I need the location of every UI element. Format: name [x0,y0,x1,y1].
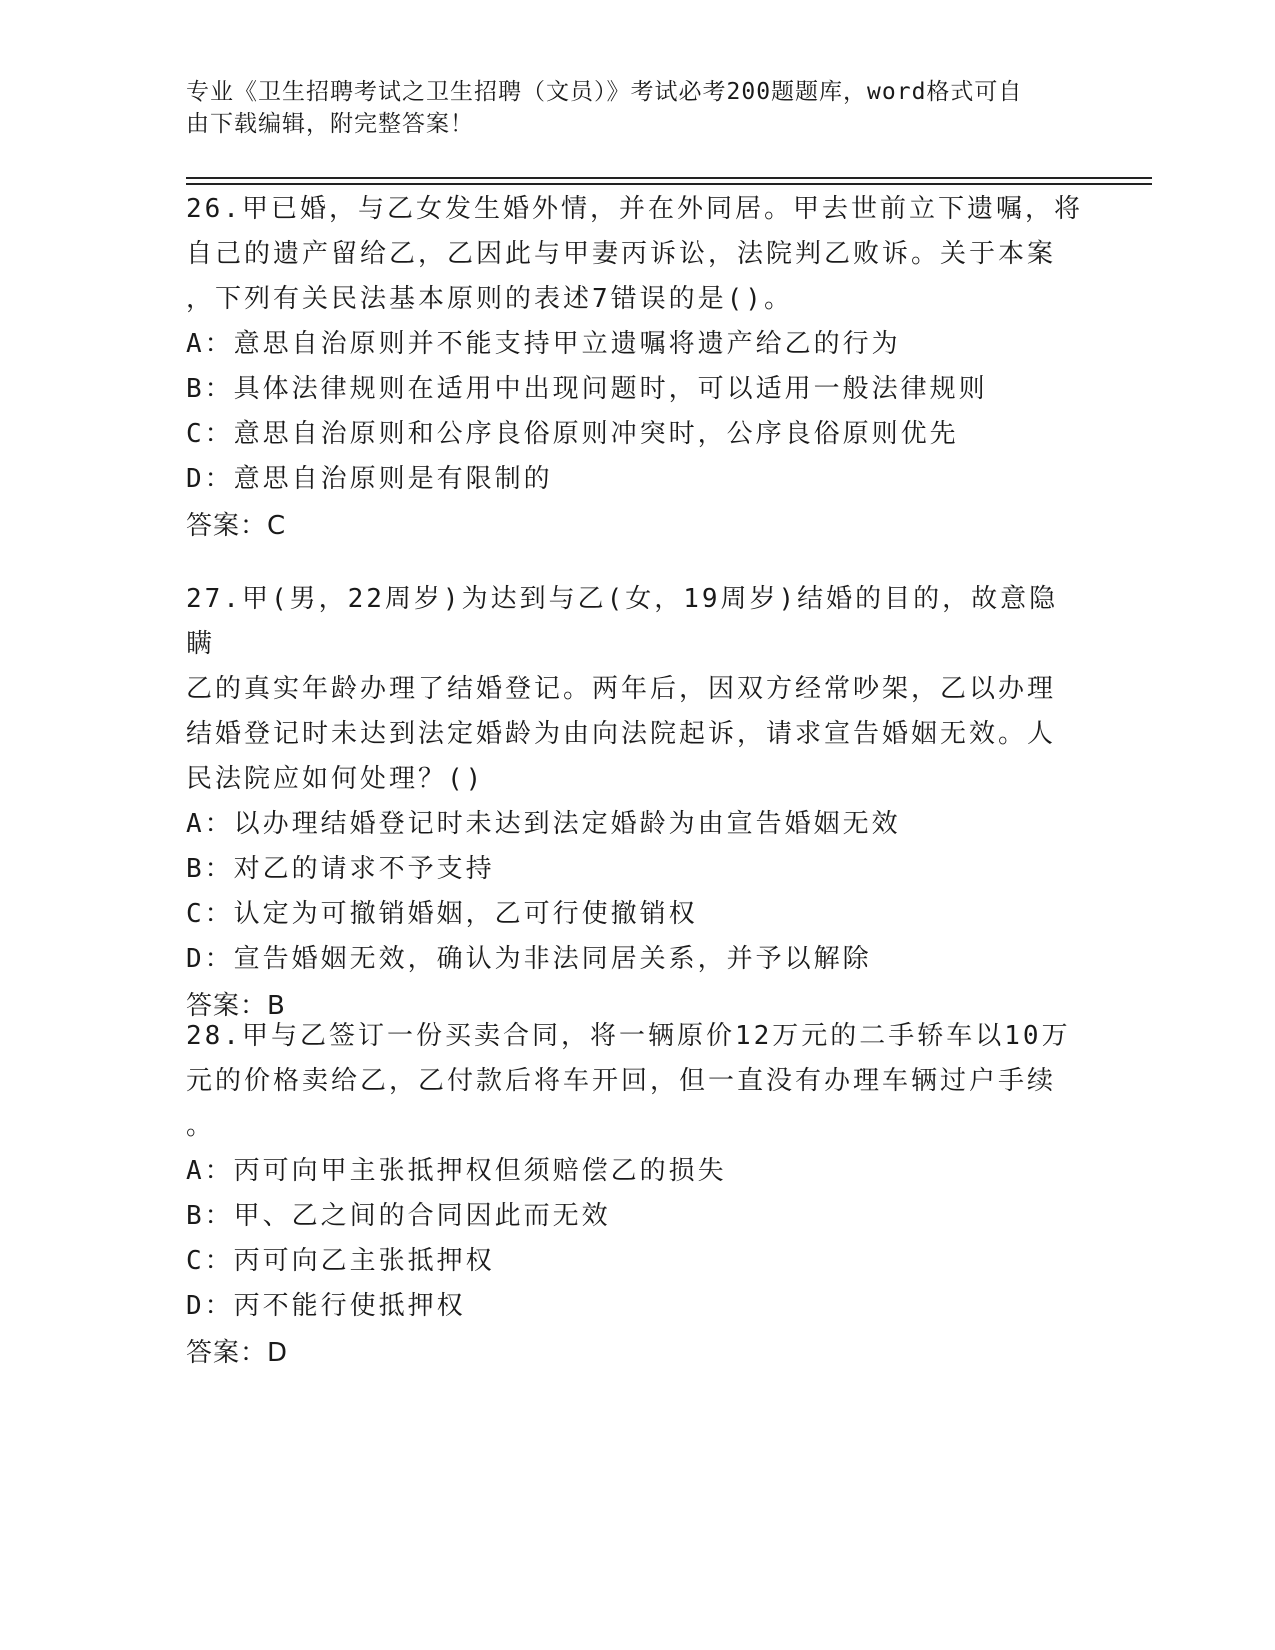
option-a: A：意思自治原则并不能支持甲立遗嘱将遗产给乙的行为 [186,329,901,359]
answer-label: 答案： [186,991,268,1021]
option-b: B：具体法律规则在适用中出现问题时，可以适用一般法律规则 [186,374,988,404]
question-27 [186,577,1086,1030]
header-line-2: 由下载编辑，附完整答案！ [186,111,474,137]
answer-line [186,1329,1086,1377]
stem-line: 乙的真实年龄办理了结婚登记。两年后，因双方经常吵架，乙以办理 [186,674,1057,704]
option-c: C：丙可向乙主张抵押权 [186,1246,495,1276]
option-d: D：意思自治原则是有限制的 [186,464,553,494]
header-line-1: 专业《卫生招聘考试之卫生招聘（文员）》考试必考200题题库，word格式可自 [186,79,1023,105]
stem-line: ，下列有关民法基本原则的表述7错误的是()。 [186,284,793,314]
stem-line: 27.甲(男，22周岁)为达到与乙(女，19周岁)结婚的目的，故意隐瞒 [186,584,1059,659]
stem-line: 自己的遗产留给乙，乙因此与甲妻丙诉讼，法院判乙败诉。关于本案 [186,239,1057,269]
stem-line: 28.甲与乙签订一份买卖合同，将一辆原价12万元的二手轿车以10万 [186,1021,1071,1051]
option-a: A：丙可向甲主张抵押权但须赔偿乙的损失 [186,1156,727,1186]
answer-value: B [267,991,286,1021]
option-c: C：认定为可撤销婚姻，乙可行使撤销权 [186,899,698,929]
answer-value: D [267,1338,289,1368]
option-b: B：甲、乙之间的合同因此而无效 [186,1201,611,1231]
stem-line: 结婚登记时未达到法定婚龄为由向法院起诉，请求宣告婚姻无效。人 [186,719,1057,749]
question-stem [186,577,1086,802]
header-divider-bottom [186,183,1152,185]
stem-line: 民法院应如何处理？() [186,764,485,794]
header-divider-top [186,177,1152,179]
option-d: D：宣告婚姻无效，确认为非法同居关系，并予以解除 [186,944,872,974]
stem-line: 元的价格卖给乙，乙付款后将车开回，但一直没有办理车辆过户手续 [186,1066,1057,1096]
question-26 [186,187,1086,550]
stem-line: 26.甲已婚，与乙女发生婚外情，并在外同居。甲去世前立下遗嘱，将 [186,194,1083,224]
question-28 [186,1014,1086,1377]
answer-value: C [267,511,287,541]
option-a: A：以办理结婚登记时未达到法定婚龄为由宣告婚姻无效 [186,809,901,839]
answer-label: 答案： [186,511,268,541]
answer-line [186,502,1086,550]
stem-line: 。 [186,1111,216,1141]
question-stem [186,1014,1086,1149]
answer-label: 答案： [186,1338,268,1368]
document-header [186,76,1066,140]
option-c: C：意思自治原则和公序良俗原则冲突时，公序良俗原则优先 [186,419,959,449]
question-stem [186,187,1086,322]
option-d: D：丙不能行使抵押权 [186,1291,466,1321]
option-b: B：对乙的请求不予支持 [186,854,495,884]
